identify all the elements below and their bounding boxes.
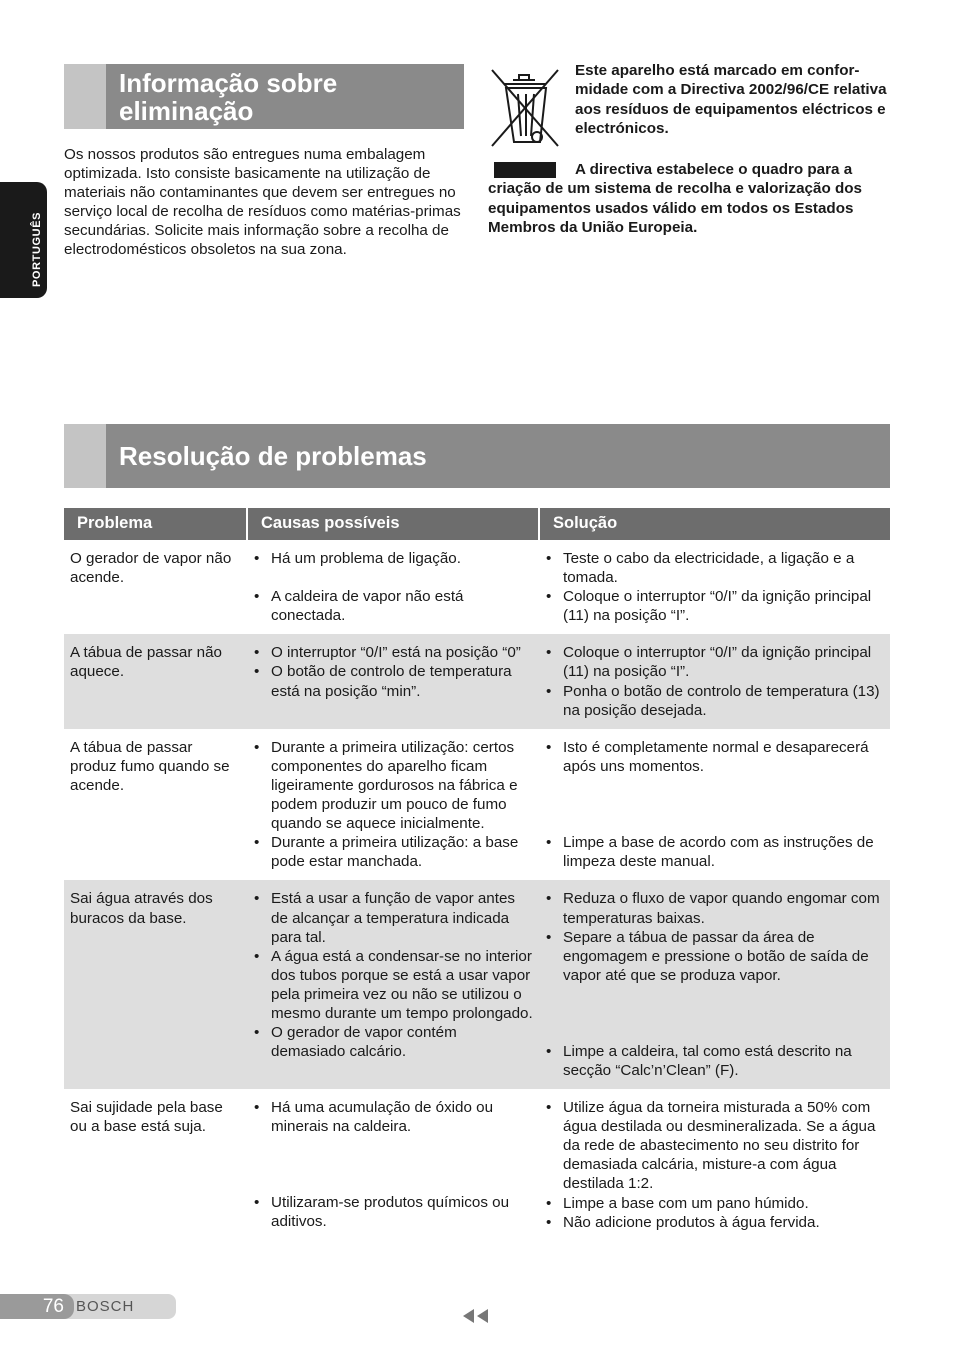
causes-cell bbox=[247, 540, 539, 634]
solutions-cell bbox=[539, 729, 890, 881]
cause-item: • Durante a primeira utilização: certos componentes do aparelho ficam ligeiramente gordurosos na fábrica e podem produzir um pouco de fumo quando se aquece inicialmente. bbox=[253, 738, 533, 833]
troubleshooting-section-header bbox=[64, 424, 890, 488]
solution-item: • Separe a tábua de passar da área de engomagem e pressione o botão de saída de vapor até que se produza vapor. bbox=[545, 928, 884, 985]
causes-cell bbox=[247, 634, 539, 728]
solution-item: • Reduza o fluxo de vapor quando engomar com temperaturas baixas. bbox=[545, 889, 884, 927]
troubleshooting-title: Resolução de problemas bbox=[119, 441, 427, 471]
problem-cell: O gerador de vapor não acende. bbox=[70, 550, 232, 587]
solution-item: • Coloque o interruptor “0/I” da ignição principal (11) na posição “I”. bbox=[545, 587, 884, 625]
cause-item: • Durante a primeira utilização: a base pode estar manchada. bbox=[253, 833, 533, 871]
cause-item: • A caldeira de vapor não está conectada. bbox=[253, 587, 533, 625]
weee-framework-text: A directiva estabelece o quadro para a criação de um sistema de recolha e valorização dos equipamentos usados válido em todos os Estados Membros da União Europeia. bbox=[488, 161, 862, 237]
brand-name: BOSCH bbox=[76, 1298, 135, 1315]
table-row bbox=[64, 729, 890, 881]
solution-item: • Isto é completamente normal e desaparecerá após uns momentos. bbox=[545, 738, 884, 776]
page-number: 76 bbox=[0, 1294, 74, 1319]
problem-cell: Sai sujidade pela base ou a base está suja. bbox=[70, 1099, 223, 1136]
column-header-solution: Solução bbox=[539, 508, 890, 540]
table-row bbox=[64, 634, 890, 728]
troubleshooting-table bbox=[64, 508, 890, 1241]
cause-item: • O interruptor “0/I” está na posição “0” bbox=[253, 643, 533, 662]
language-tab bbox=[0, 182, 47, 298]
solutions-cell bbox=[539, 540, 890, 634]
cause-item: • Há um problema de ligação. bbox=[253, 549, 533, 568]
disposal-title: Informação sobre eliminação bbox=[119, 67, 338, 126]
table-row bbox=[64, 1089, 890, 1241]
solution-item: • Coloque o interruptor “0/I” da ignição principal (11) na posição “I”. bbox=[545, 643, 884, 681]
header-accent bbox=[64, 64, 106, 129]
column-header-problem: Problema bbox=[64, 508, 247, 540]
causes-cell bbox=[247, 729, 539, 881]
problem-cell: A tábua de passar produz fumo quando se acende. bbox=[70, 738, 230, 794]
column-header-causes: Causas possíveis bbox=[247, 508, 539, 540]
problem-cell: Sai água através dos buracos da base. bbox=[64, 880, 247, 1089]
solution-item: • Limpe a base com um pano húmido. bbox=[545, 1194, 884, 1213]
solutions-cell bbox=[539, 634, 890, 728]
solution-item: • Não adicione produtos à água fervida. bbox=[545, 1213, 884, 1232]
solution-item: • Utilize água da torneira misturada a 50% com água destilada ou desmineralizada. Se a água da rede de abastecimento no seu distrito for demasiada calcária, misture-a com água destilada 1:2. bbox=[545, 1098, 884, 1193]
problem-cell: A tábua de passar não aquece. bbox=[64, 634, 247, 728]
cause-item: • A água está a condensar-se no interior dos tubos porque se está a usar vapor pela primeira vez ou não se utilizou o mesmo durante um tempo prolongado. bbox=[253, 947, 533, 1023]
disposal-paragraph: Os nossos produtos são entregues numa embalagem optimizada. Isto consiste basicamente na utilização de materiais não contaminantes que devem ser entregues no serviço local de recolha de resíduos como matérias-primas secundárias. Solicite mais informação sobre a recolha de electrodomésticos obsoletos na sua zona. bbox=[64, 146, 461, 259]
cause-item: • O botão de controlo de temperatura está na posição “min”. bbox=[253, 662, 533, 700]
table-row bbox=[64, 540, 890, 634]
disposal-section-header bbox=[64, 64, 464, 129]
header-accent bbox=[64, 424, 106, 488]
double-left-arrow-icon bbox=[462, 1308, 490, 1324]
cause-item: • Há uma acumulação de óxido ou minerais na caldeira. bbox=[253, 1098, 533, 1136]
language-tab-label: PORTUGUÊS bbox=[31, 211, 43, 287]
cause-item: • O gerador de vapor contém demasiado calcário. bbox=[253, 1023, 533, 1061]
table-header-row bbox=[64, 508, 890, 540]
cause-item: • Está a usar a função de vapor antes de alcançar a temperatura indicada para tal. bbox=[253, 889, 533, 946]
solution-item: • Limpe a base de acordo com as instruções de limpeza deste manual. bbox=[545, 833, 884, 871]
weee-directive-text: Este aparelho está marcado em confor-midade com a Directiva 2002/96/CE relativa aos resíduos de equipamentos eléctricos e electrónicos. bbox=[575, 62, 887, 138]
solutions-cell bbox=[539, 880, 890, 1089]
solution-item: • Teste o cabo da electricidade, a ligação e a tomada. bbox=[545, 549, 884, 587]
solution-item: • Ponha o botão de controlo de temperatura (13) na posição desejada. bbox=[545, 682, 884, 720]
solution-item: • Limpe a caldeira, tal como está descrito na secção “Calc’n’Clean” (F). bbox=[545, 1042, 884, 1080]
cause-item: • Utilizaram-se produtos químicos ou aditivos. bbox=[253, 1193, 533, 1231]
causes-cell bbox=[247, 1089, 539, 1241]
causes-cell bbox=[247, 880, 539, 1089]
solutions-cell bbox=[539, 1089, 890, 1241]
table-row bbox=[64, 880, 890, 1089]
